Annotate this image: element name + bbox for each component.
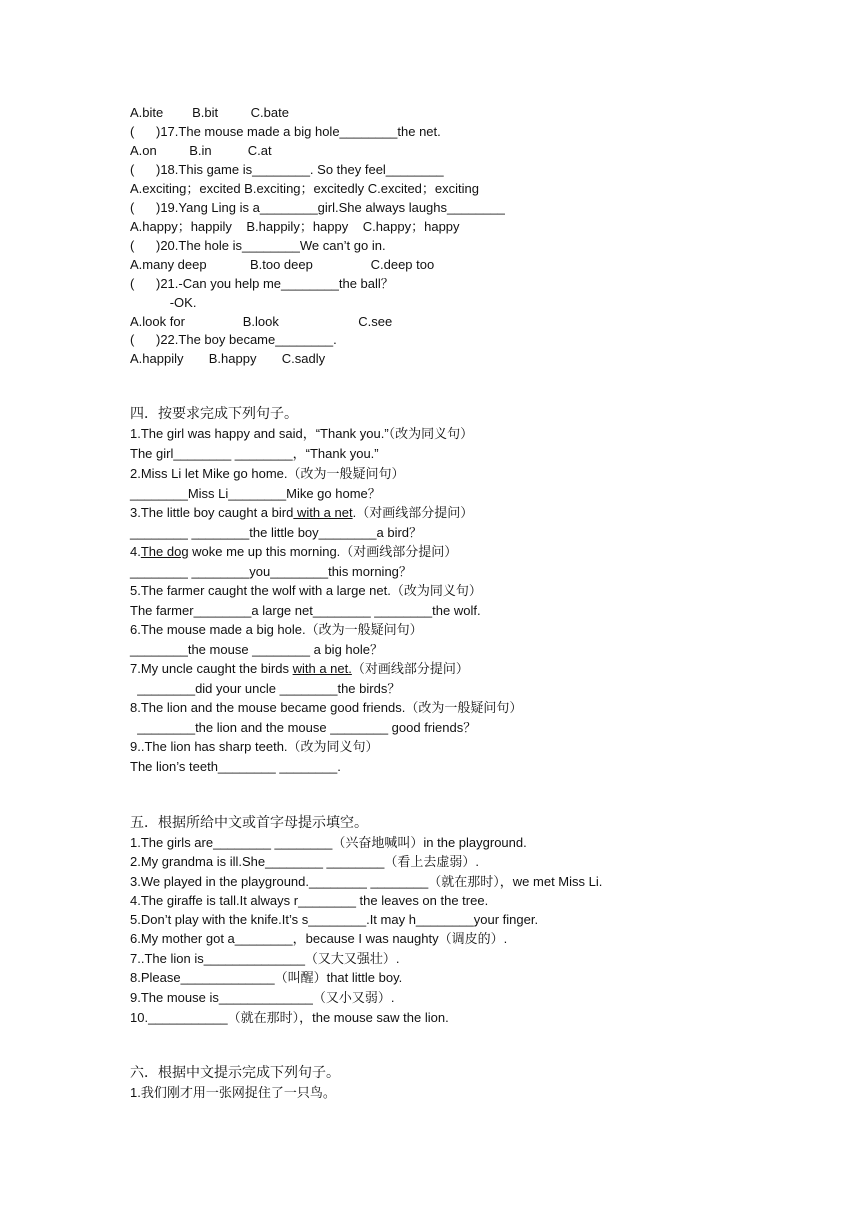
s5-question-5: 5.Don’t play with the knife.It’s s________.It may h________your finger. (130, 912, 539, 927)
options-20: A.many deep B.too deep C.deep too (130, 257, 435, 272)
s4-answer-5: The farmer________a large net________ ________the wolf. (130, 603, 481, 618)
s5-question-7: 7..The lion is______________（又大又强壮）. (130, 951, 400, 966)
options-19: A.happy；happily B.happily；happy C.happy；happy (130, 219, 460, 234)
s5-question-1: 1.The girls are________ ________（兴奋地喊叫）in the playground. (130, 835, 527, 850)
s4-question-7 (130, 660, 469, 678)
s5-question-4: 4.The giraffe is tall.It always r________ the leaves on the tree. (130, 893, 489, 908)
s4-question-9: 9..The lion has sharp teeth.（改为同义句） (130, 739, 379, 754)
s4-answer-3: ________ ________the little boy________a bird？ (130, 525, 423, 540)
question-19: ( )19.Yang Ling is a________girl.She always laughs________ (130, 200, 505, 215)
question-18: ( )18.This game is________. So they feel________ (130, 162, 444, 177)
s4-answer-6: ________the mouse ________ a big hole？ (130, 642, 383, 657)
s4-answer-7: ________did your uncle ________the birds？ (130, 681, 401, 696)
s5-question-9: 9.The mouse is_____________（又小又弱）. (130, 990, 395, 1005)
s4-question-4 (130, 543, 457, 561)
options-21: A.look for B.look C.see (130, 314, 393, 329)
s4-q4-number: 4. (130, 544, 141, 559)
s4-answer-4: ________ ________you________this morning？ (130, 564, 412, 579)
section-4-title: 四．按要求完成下列句子。 (130, 406, 298, 422)
s4-q4-text: woke me up this morning.（对画线部分提问） (188, 544, 458, 559)
s5-question-8: 8.Please_____________（叫醒）that little boy. (130, 970, 403, 985)
question-22: ( )22.The boy became________. (130, 332, 337, 347)
s4-question-6: 6.The mouse made a big hole.（改为一般疑问句） (130, 622, 423, 637)
s4-q4-underlined: The dog (140, 544, 189, 559)
s6-question-1: 1.我们刚才用一张网捉住了一只鸟。 (130, 1085, 336, 1100)
s4-question-2: 2.Miss Li let Mike go home.（改为一般疑问句） (130, 466, 405, 481)
question-20: ( )20.The hole is________We can’t go in. (130, 238, 386, 253)
s5-question-6: 6.My mother got a________，because I was naughty（调皮的）. (130, 931, 508, 946)
s4-answer-2: ________Miss Li________Mike go home？ (130, 486, 381, 501)
s4-q3-underlined: with a net (293, 505, 353, 520)
s4-answer-8: ________the lion and the mouse ________ good friends？ (130, 720, 477, 735)
s5-question-3: 3.We played in the playground.________ ________（就在那时），we met Miss Li. (130, 874, 603, 889)
options-16: A.bite B.bit C.bate (130, 105, 289, 120)
options-17: A.on B.in C.at (130, 143, 272, 158)
question-17: ( )17.The mouse made a big hole________the net. (130, 124, 441, 139)
s4-answer-9: The lion’s teeth________ ________. (130, 759, 341, 774)
s4-question-3 (130, 504, 473, 522)
section-6-title: 六．根据中文提示完成下列句子。 (130, 1065, 340, 1081)
question-21: ( )21.-Can you help me________the ball？ (130, 276, 394, 291)
section-5-title: 五．根据所给中文或首字母提示填空。 (130, 815, 368, 831)
s4-question-8: 8.The lion and the mouse became good friends.（改为一般疑问句） (130, 700, 523, 715)
s4-question-1: 1.The girl was happy and said，“Thank you.”（改为同义句） (130, 426, 474, 441)
question-21-reply: -OK. (130, 295, 197, 310)
s4-q7-instruction: （对画线部分提问） (351, 661, 469, 676)
s4-answer-1: The girl________ ________，“Thank you.” (130, 446, 379, 461)
options-18: A.exciting；excited B.exciting；excitedly C.excited；exciting (130, 181, 479, 196)
s4-q7-underlined: with a net. (292, 661, 352, 676)
s4-q3-instruction: .（对画线部分提问） (352, 505, 474, 520)
options-22: A.happily B.happy C.sadly (130, 351, 326, 366)
s5-question-2: 2.My grandma is ill.She________ ________（看上去虚弱）. (130, 854, 480, 869)
s4-q3-text: 3.The little boy caught a bird (130, 505, 294, 520)
s5-question-10: 10.___________（就在那时），the mouse saw the lion. (130, 1010, 449, 1025)
s4-q7-text: 7.My uncle caught the birds (130, 661, 293, 676)
s4-question-5: 5.The farmer caught the wolf with a large net.（改为同义句） (130, 583, 482, 598)
